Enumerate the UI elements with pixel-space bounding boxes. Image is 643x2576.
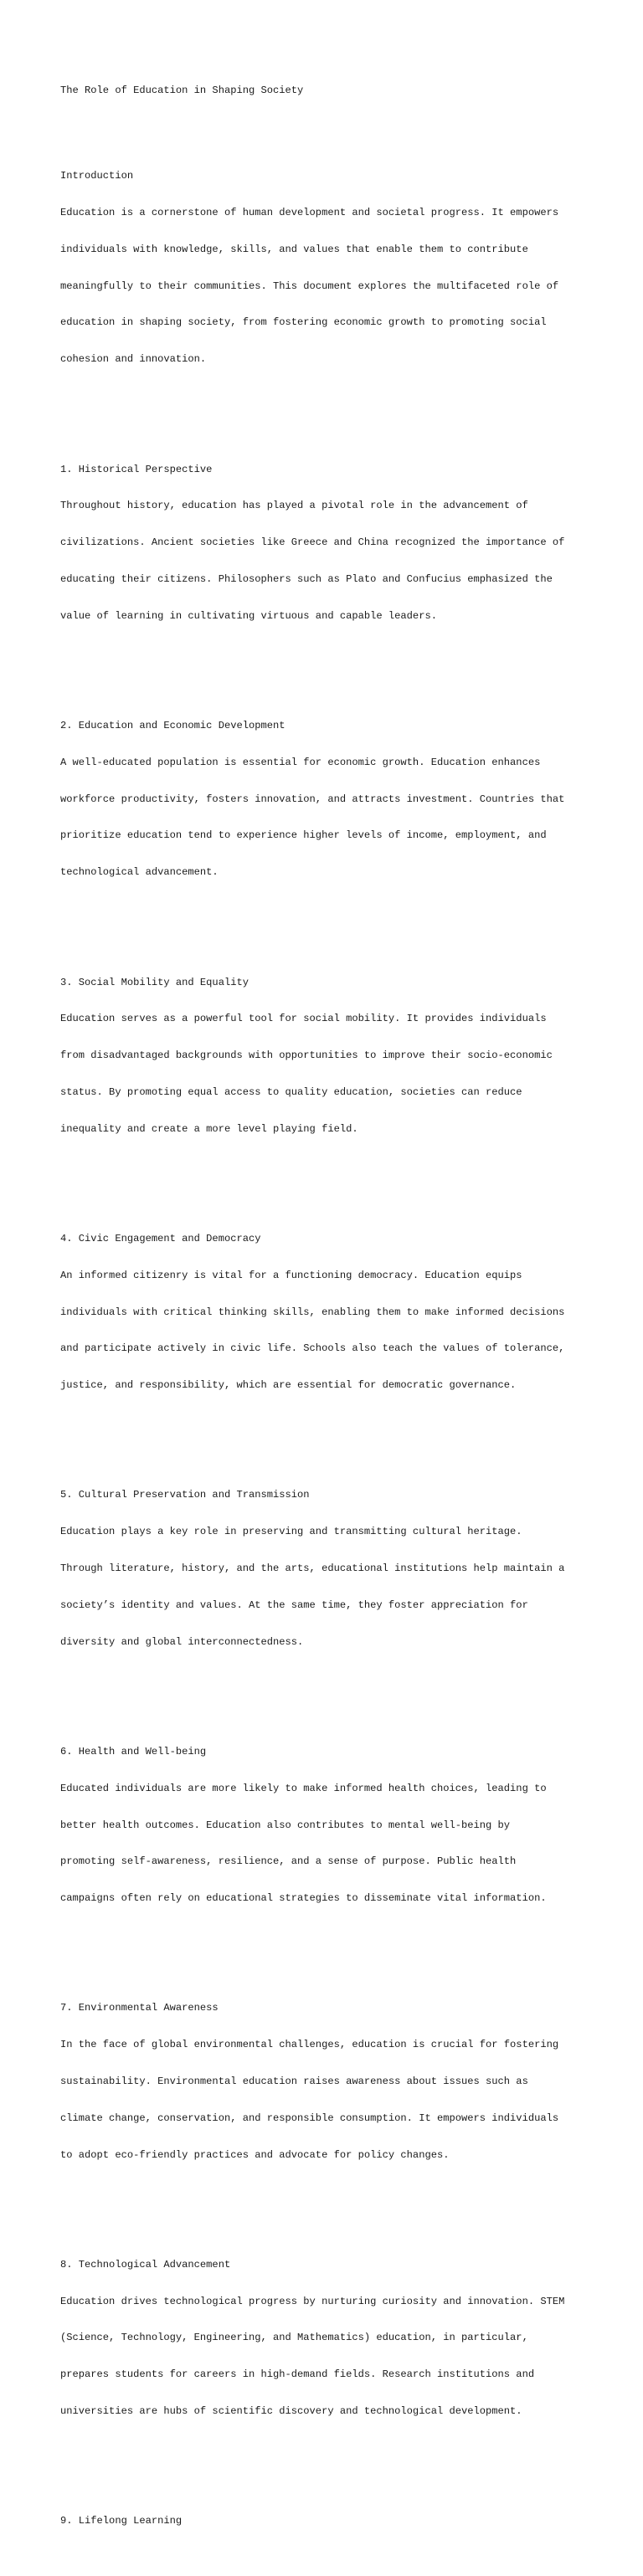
paragraph-line: Education serves as a powerful tool for social mobility. It provides individuals <box>60 1013 547 1025</box>
section-social-mobility <box>60 952 596 1159</box>
paragraph-line: status. By promoting equal access to quality education, societies can reduce <box>60 1085 522 1098</box>
section-historical-perspective <box>60 439 596 646</box>
section-lifelong-learning <box>60 2491 596 2552</box>
paragraph-line: prepares students for careers in high-demand fields. Research institutions and <box>60 2368 535 2381</box>
section-heading: 1. Historical Perspective <box>60 463 213 475</box>
paragraph-line: promoting self-awareness, resilience, and a sense of purpose. Public health <box>60 1855 517 1868</box>
paragraph-line: society’s identity and values. At the same time, they foster appreciation for <box>60 1598 528 1611</box>
section-heading: Introduction <box>60 170 134 182</box>
section-heading: 3. Social Mobility and Equality <box>60 976 249 988</box>
paragraph-line: from disadvantaged backgrounds with opportunities to improve their socio-economic <box>60 1049 553 1062</box>
paragraph-line: and participate actively in civic life. Schools also teach the values of tolerance, <box>60 1342 565 1355</box>
paragraph-line: workforce productivity, fosters innovation, and attracts investment. Countries that <box>60 793 565 805</box>
section-heading: 9. Lifelong Learning <box>60 2515 183 2527</box>
section-heading: 4. Civic Engagement and Democracy <box>60 1233 261 1244</box>
paragraph-line: climate change, conservation, and responsible consumption. It empowers individuals <box>60 2112 559 2124</box>
paragraph-line: education in shaping society, from fostering economic growth to promoting social <box>60 316 547 329</box>
paragraph-line: Education plays a key role in preserving and transmitting cultural heritage. <box>60 1526 522 1538</box>
paragraph-line: better health outcomes. Education also contributes to mental well-being by <box>60 1819 511 1831</box>
paragraph-line: civilizations. Ancient societies like Greece and China recognized the importance of <box>60 536 565 549</box>
document-page <box>60 60 596 2576</box>
paragraph-line: Through literature, history, and the arts, educational institutions help maintain a <box>60 1563 565 1575</box>
section-environmental-awareness <box>60 1978 596 2185</box>
paragraph-line: value of learning in cultivating virtuous and capable leaders. <box>60 609 437 622</box>
paragraph-line: technological advancement. <box>60 866 219 879</box>
paragraph-line: meaningfully to their communities. This document explores the multifaceted role of <box>60 280 559 292</box>
paragraph-line: In the face of global environmental challenges, education is crucial for fostering <box>60 2039 559 2051</box>
section-health-well-being <box>60 1722 596 1929</box>
section-heading: 7. Environmental Awareness <box>60 2002 219 2014</box>
paragraph-line: individuals with knowledge, skills, and values that enable them to contribute <box>60 243 528 255</box>
paragraph-line: campaigns often rely on educational strategies to disseminate vital information. <box>60 1892 547 1905</box>
paragraph-line: A well-educated population is essential for economic growth. Education enhances <box>60 756 541 768</box>
section-heading: 5. Cultural Preservation and Transmission <box>60 1489 310 1501</box>
paragraph-line: prioritize education tend to experience higher levels of income, employment, and <box>60 829 547 842</box>
section-heading: 2. Education and Economic Development <box>60 720 285 732</box>
paragraph-line: universities are hubs of scientific discovery and technological development. <box>60 2405 522 2417</box>
paragraph-line: diversity and global interconnectedness. <box>60 1635 304 1648</box>
document-title: The Role of Education in Shaping Society <box>60 85 304 97</box>
paragraph-line: Education is a cornerstone of human development and societal progress. It empowers <box>60 207 559 219</box>
paragraph-line: sustainability. Environmental education raises awareness about issues such as <box>60 2075 528 2087</box>
paragraph-line: (Science, Technology, Engineering, and Mathematics) education, in particular, <box>60 2332 528 2344</box>
section-technological-advancement <box>60 2235 596 2442</box>
section-introduction <box>60 146 596 390</box>
paragraph-line: to adopt eco-friendly practices and advocate for policy changes. <box>60 2148 450 2161</box>
section-civic-engagement <box>60 1208 596 1416</box>
section-heading: 8. Technological Advancement <box>60 2258 231 2271</box>
paragraph-line: cohesion and innovation. <box>60 353 207 366</box>
paragraph-line: educating their citizens. Philosophers such as Plato and Confucius emphasized the <box>60 572 553 585</box>
section-economic-development <box>60 695 596 903</box>
paragraph-line: An informed citizenry is vital for a functioning democracy. Education equips <box>60 1269 522 1281</box>
paragraph-line: Educated individuals are more likely to make informed health choices, leading to <box>60 1782 547 1794</box>
paragraph-line: Education drives technological progress by nurturing curiosity and innovation. STEM <box>60 2295 565 2307</box>
paragraph-line: Throughout history, education has played a pivotal role in the advancement of <box>60 500 528 512</box>
paragraph-line: individuals with critical thinking skills, enabling them to make informed decisions <box>60 1306 565 1318</box>
paragraph-line: inequality and create a more level playing field. <box>60 1122 358 1135</box>
section-cultural-preservation <box>60 1465 596 1672</box>
paragraph-line: justice, and responsibility, which are essential for democratic governance. <box>60 1379 517 1392</box>
section-heading: 6. Health and Well-being <box>60 1745 207 1758</box>
